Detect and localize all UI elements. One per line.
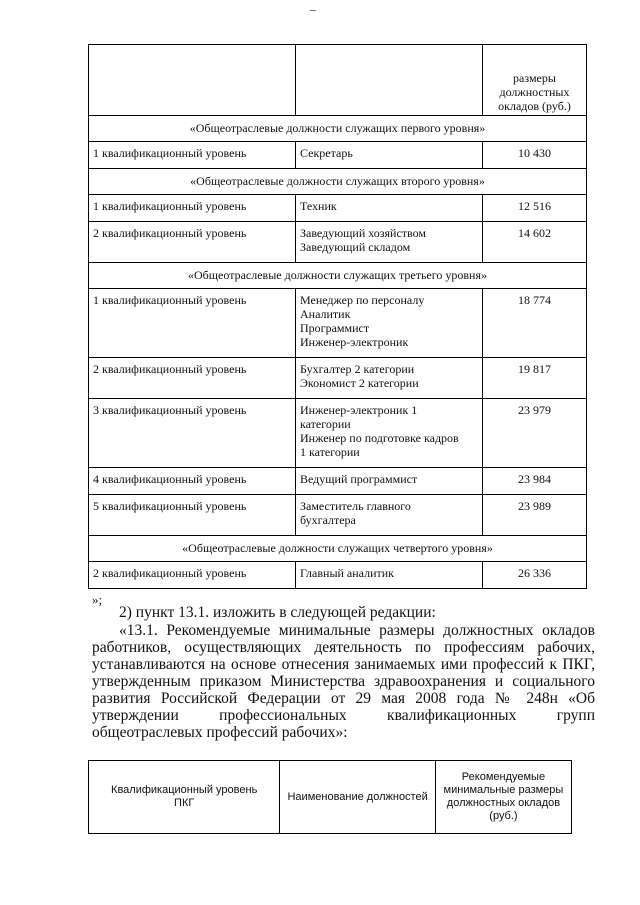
table-row bbox=[89, 289, 587, 358]
positions-cell: Техник bbox=[296, 195, 483, 222]
salary-cell: 26 336 bbox=[483, 562, 587, 589]
positions-cell: Бухгалтер 2 категории Экономист 2 категории bbox=[296, 358, 483, 399]
group-row bbox=[89, 263, 587, 289]
level-cell: 1 квалификационный уровень bbox=[89, 142, 296, 169]
header-cell-positions bbox=[296, 45, 483, 116]
positions-cell: Ведущий программист bbox=[296, 468, 483, 495]
paragraph-item: 2) пункт 13.1. изложить в следующей редакции: bbox=[119, 604, 436, 621]
positions-cell: Заведующий хозяйством Заведующий складом bbox=[296, 222, 483, 263]
salary-cell: 10 430 bbox=[483, 142, 587, 169]
table-row bbox=[89, 358, 587, 399]
group-title: «Общеотраслевые должности служащих третьего уровня» bbox=[89, 263, 587, 289]
salary-cell: 19 817 bbox=[483, 358, 587, 399]
header-cell-salary: размеры должностных окладов (руб.) bbox=[483, 45, 587, 116]
salary-cell: 23 979 bbox=[483, 399, 587, 468]
paragraph-main: «13.1. Рекомендуемые минимальные размеры должностных окладов работников, осуществляющих деятельность по профессиям рабочих, устанавливаются на основе отнесения занимаемых ими профессий к ПКГ, утвержденным приказом Министерства здравоохранения и социального развития Российской Федерации от 29 мая 2008 года № 248н «Об утверждении профессиональных квалификационных групп общеотраслевых профессий рабочих»: bbox=[92, 622, 595, 741]
group-title: «Общеотраслевые должности служащих второго уровня» bbox=[89, 169, 587, 195]
salary-cell: 23 984 bbox=[483, 468, 587, 495]
salary-cell: 14 602 bbox=[483, 222, 587, 263]
closing-quote: »; bbox=[92, 592, 103, 607]
group-row bbox=[89, 536, 587, 562]
table-header-row bbox=[89, 45, 587, 116]
header-cell-position-name: Наименование должностей bbox=[280, 761, 436, 834]
table-row bbox=[89, 399, 587, 468]
header-cell-level bbox=[89, 45, 296, 116]
header-cell-min-salary: Рекомендуемые минимальные размеры должностных окладов (руб.) bbox=[435, 761, 571, 834]
table-row bbox=[89, 495, 587, 536]
table-row bbox=[89, 142, 587, 169]
positions-cell: Инженер-электроник 1 категории Инженер по подготовке кадров 1 категории bbox=[296, 399, 483, 468]
level-cell: 5 квалификационный уровень bbox=[89, 495, 296, 536]
group-title: «Общеотраслевые должности служащих первого уровня» bbox=[89, 116, 587, 142]
positions-cell: Секретарь bbox=[296, 142, 483, 169]
workers-table-header-row bbox=[89, 761, 572, 834]
group-row bbox=[89, 116, 587, 142]
workers-table bbox=[88, 760, 572, 834]
level-cell: 1 квалификационный уровень bbox=[89, 195, 296, 222]
salary-cell: 23 989 bbox=[483, 495, 587, 536]
positions-cell: Главный аналитик bbox=[296, 562, 483, 589]
level-cell: 2 квалификационный уровень bbox=[89, 358, 296, 399]
level-cell: 3 квалификационный уровень bbox=[89, 399, 296, 468]
salary-cell: 18 774 bbox=[483, 289, 587, 358]
level-cell: 2 квалификационный уровень bbox=[89, 222, 296, 263]
group-title: «Общеотраслевые должности служащих четвертого уровня» bbox=[89, 536, 587, 562]
level-cell: 2 квалификационный уровень bbox=[89, 562, 296, 589]
positions-cell: Менеджер по персоналу Аналитик Программист Инженер-электроник bbox=[296, 289, 483, 358]
level-cell: 4 квалификационный уровень bbox=[89, 468, 296, 495]
page-number: – bbox=[310, 2, 316, 16]
positions-cell: Заместитель главного бухгалтера bbox=[296, 495, 483, 536]
level-cell: 1 квалификационный уровень bbox=[89, 289, 296, 358]
table-row bbox=[89, 195, 587, 222]
table-row bbox=[89, 562, 587, 589]
salary-table bbox=[88, 44, 587, 589]
table-row bbox=[89, 222, 587, 263]
table-row bbox=[89, 468, 587, 495]
group-row bbox=[89, 169, 587, 195]
header-cell-qual-level: Квалификационный уровень ПКГ bbox=[89, 761, 280, 834]
salary-cell: 12 516 bbox=[483, 195, 587, 222]
